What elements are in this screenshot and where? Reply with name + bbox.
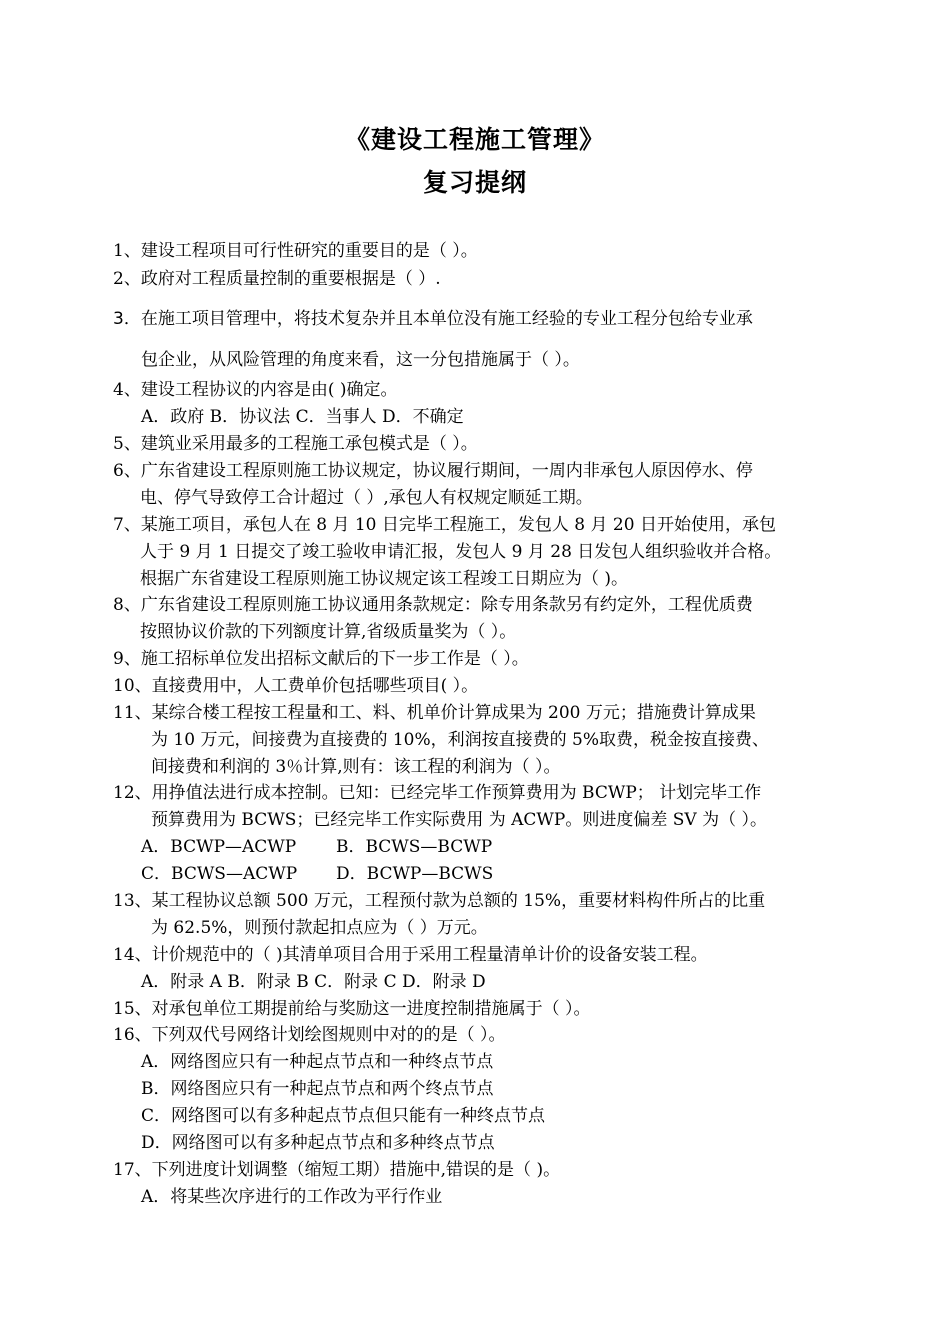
- question-10: 10、直接费用中，人工费单价包括哪些项目( ）。: [113, 676, 479, 696]
- question-3-line-2: 包企业，从风险管理的角度来看，这一分包措施属于（ ）。: [141, 350, 580, 370]
- question-8-line-1: 8、广东省建设工程原则施工协议通用条款规定：除专用条款另有约定外，工程优质费: [113, 595, 753, 615]
- question-12-option-b: B．BCWS—BCWP: [336, 837, 493, 857]
- document-title: 《建设工程施工管理》: [344, 125, 605, 154]
- question-2: 2、政府对工程质量控制的重要根据是（ ）.: [113, 269, 441, 289]
- question-3-line-1: 3．在施工项目管理中，将技术复杂并且本单位没有施工经验的专业工程分包给专业承: [113, 309, 753, 329]
- question-12-option-a: A．BCWP—ACWP: [141, 837, 297, 857]
- question-17-option-a: A．将某些次序进行的工作改为平行作业: [141, 1187, 443, 1207]
- question-16: 16、下列双代号网络计划绘图规则中对的的是（ ）。: [113, 1025, 506, 1045]
- question-11-line-2: 为 10 万元，间接费为直接费的 10%，利润按直接费的 5%取费，税金按直接费、: [151, 730, 770, 750]
- question-14-options: A．附录 A B．附录 B C．附录 C D．附录 D: [141, 972, 486, 992]
- question-1: 1、建设工程项目可行性研究的重要目的是（ ）。: [113, 241, 478, 261]
- question-16-option-c: C．网络图可以有多种起点节点但只能有一种终点节点: [141, 1106, 546, 1126]
- question-13-line-2: 为 62.5%，则预付款起扣点应为（ ）万元。: [151, 918, 488, 938]
- question-17: 17、下列进度计划调整（缩短工期）措施中,错误的是（ )。: [113, 1160, 561, 1180]
- question-12-line-1: 12、用挣值法进行成本控制。已知：已经完毕工作预算费用为 BCWP； 计划完毕工作: [113, 783, 762, 803]
- question-4-options: A．政府 B．协议法 C．当事人 D．不确定: [141, 407, 464, 427]
- question-12-option-d: D．BCWP—BCWS: [336, 864, 494, 884]
- question-7-line-1: 7、某施工项目，承包人在 8 月 10 日完毕工程施工，发包人 8 月 20 日开始使用，承包: [113, 515, 776, 535]
- question-12-line-2: 预算费用为 BCWS；已经完毕工作实际费用 为 ACWP。则进度偏差 SV 为（ ）。: [151, 810, 767, 830]
- question-13-line-1: 13、某工程协议总额 500 万元，工程预付款为总额的 15%，重要材料构件所占的比重: [113, 891, 766, 911]
- question-11-line-3: 间接费和利润的 3％计算,则有：该工程的利润为（ ）。: [151, 757, 561, 777]
- question-15: 15、对承包单位工期提前给与奖励这一进度控制措施属于（ ）。: [113, 999, 591, 1019]
- question-11-line-1: 11、某综合楼工程按工程量和工、料、机单价计算成果为 200 万元；措施费计算成果: [113, 703, 756, 723]
- question-6-line-1: 6、广东省建设工程原则施工协议规定，协议履行期间，一周内非承包人原因停水、停: [113, 461, 753, 481]
- question-14: 14、计价规范中的（ )其清单项目合用于采用工程量清单计价的设备安装工程。: [113, 945, 708, 965]
- question-7-line-3: 根据广东省建设工程原则施工协议规定该工程竣工日期应为（ )。: [140, 569, 629, 589]
- question-7-line-2: 人于 9 月 1 日提交了竣工验收申请汇报，发包人 9 月 28 日发包人组织验收并合格。: [140, 542, 782, 562]
- question-8-line-2: 按照协议价款的下列额度计算,省级质量奖为（ ）。: [140, 622, 517, 642]
- question-5: 5、建筑业采用最多的工程施工承包模式是（ ）。: [113, 434, 478, 454]
- question-6-line-2: 电、停气导致停工合计超过（ ）,承包人有权规定顺延工期。: [140, 488, 593, 508]
- document-subtitle: 复习提纲: [422, 168, 527, 197]
- question-12-option-c: C．BCWS—ACWP: [141, 864, 298, 884]
- question-16-option-b: B．网络图应只有一种起点节点和两个终点节点: [141, 1079, 494, 1099]
- question-4: 4、建设工程协议的内容是由( )确定。: [113, 380, 398, 400]
- question-16-option-a: A．网络图应只有一种起点节点和一种终点节点: [141, 1052, 494, 1072]
- question-16-option-d: D．网络图可以有多种起点节点和多种终点节点: [141, 1133, 495, 1153]
- question-9: 9、施工招标单位发出招标文献后的下一步工作是（ ）。: [113, 649, 529, 669]
